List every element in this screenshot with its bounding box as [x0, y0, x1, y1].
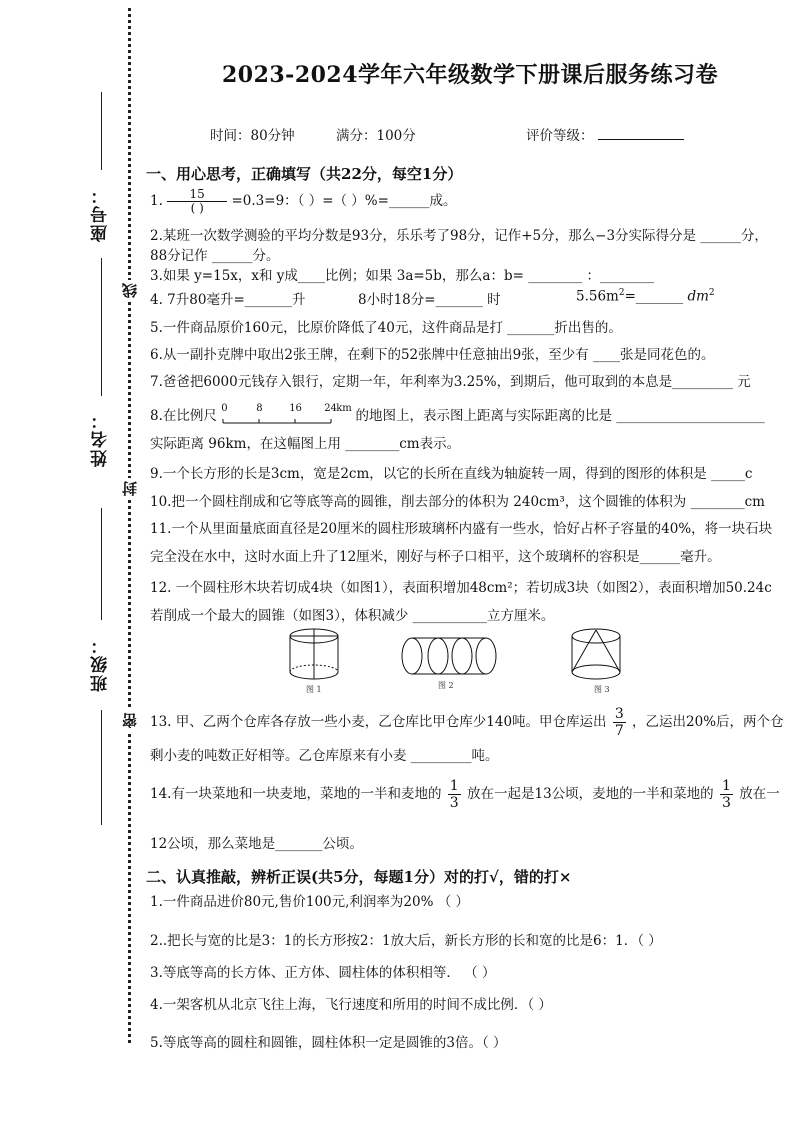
tf-question-2: 2..把长与宽的比是3：1的长方形按2：1放大后，新长方形的长和宽的比是6：1．（ ）	[150, 933, 662, 949]
grade-info	[526, 124, 684, 144]
cut-word-secret: 密	[119, 710, 140, 731]
tf-question-1: 1.一件商品进价80元,售价100元,利润率为20% （ ）	[150, 894, 469, 910]
question-9: 9.一个长方形的长是3cm，宽是2cm，以它的长所在直线为轴旋转一周，得到的图形的体积是 _____c	[150, 466, 753, 482]
figure-3-caption: 图 3	[594, 685, 610, 694]
time-info: 时间：80分钟	[210, 128, 295, 144]
question-14-line2: 12公顷，那么菜地是_______公顷。	[150, 836, 363, 852]
question-2-line1: 2.某班一次数学测验的平均分数是93分，乐乐考了98分，记作+5分，那么−3分实际得分是 ______分，	[150, 228, 768, 244]
class-answer-line[interactable]	[101, 508, 102, 620]
grade-label: 评价等级：	[526, 128, 594, 144]
question-10: 10.把一个圆柱削成和它等底等高的圆锥，削去部分的体积为 240cm³，这个圆锥的体积为 ________cm	[150, 494, 765, 510]
question-3: 3.如果 y=15x，x和 y成____比例；如果 3a=5b，那么a：b= ________ ：________	[150, 268, 654, 284]
tf-question-3: 3.等底等高的长方体、正方体、圆柱体的体积相等． （ ）	[150, 965, 496, 981]
class-label: 班级：	[91, 635, 111, 692]
question-12-line1: 12. 一个圆柱形木块若切成4块（如图1），表面积增加48cm²；若切成3块（如图2），表面积增加50.24c	[150, 580, 772, 596]
section1-heading: 一、用心思考，正确填写（共22分，每空1分）	[146, 165, 463, 183]
cut-word-line: 线	[119, 280, 140, 301]
scale-bar: 0 8 16 24 km	[221, 408, 351, 426]
exam-content	[146, 0, 794, 1123]
figure-1-caption: 图 1	[306, 685, 322, 694]
section2-heading: 二、认真推敲，辨析正误(共5分，每题1分）对的打√，错的打×	[146, 868, 572, 886]
cut-word-seal: 封	[119, 478, 140, 499]
q14-fraction-2: $\frac{1}{3}$	[721, 778, 731, 811]
question-4c: $5.56m^2=\_\_\_\_\_\_\_$ $dm^2$	[576, 288, 715, 305]
grade-blank[interactable]	[598, 125, 684, 140]
question-5: 5.一件商品原价160元，比原价降低了40元，这件商品是打 _______折出售的。	[150, 320, 622, 336]
figure-2-caption: 图 2	[438, 681, 454, 690]
figure-1-cylinder-cut	[284, 626, 344, 684]
question-6: 6.从一副扑克牌中取出2张王牌，在剩下的52张牌中任意抽出9张，至少有 ____张是同花色的。	[150, 347, 715, 363]
seat-answer-line[interactable]	[101, 92, 102, 170]
name-answer-line[interactable]	[101, 258, 102, 396]
tf-question-5: 5.等底等高的圆柱和圆锥，圆柱体积一定是圆锥的3倍。（ ）	[150, 1035, 507, 1051]
question-13: 13. 甲、乙两个仓库各存放一些小麦，乙仓库比甲仓库少140吨。甲仓库运出 $\frac{3}{7}$ ，乙运出20%后，两个仓	[150, 706, 784, 739]
question-2-line2: 88分记作 ______分。	[150, 248, 280, 264]
figure-2-cylinder-cut	[398, 634, 500, 678]
question-4b: 8小时18分=_______ 时	[358, 292, 501, 308]
question-14: 14.有一块菜地和一块麦地，菜地的一半和麦地的 $\frac{1}{3}$ 放在一起是13公顷，麦地的一半和菜地的 $\frac{1}{3}$ 放在一	[150, 778, 780, 811]
question-1: 1. $\frac{15}{( )}$ =0.3=9：（ ）=（ ）%=______成。	[150, 187, 457, 215]
question-8: 8.在比例尺 0 8 16 24 km 的地图上，表示图上距离与实际距离的比是 ______________________	[150, 402, 765, 424]
question-13-line2: 剩小麦的吨数正好相等。乙仓库原来有小麦 _________吨。	[150, 748, 499, 764]
question-7: 7.爸爸把6000元钱存入银行，定期一年，年利率为3.25%，到期后，他可取到的本息是_________ 元	[150, 374, 751, 390]
q1-fraction: $\frac{15}{( )}$	[167, 188, 227, 215]
binding-dotted-line	[128, 8, 131, 1043]
q14-fraction-1: $\frac{1}{3}$	[449, 778, 459, 811]
extra-answer-line	[101, 710, 102, 825]
full-score-info: 满分：100分	[336, 128, 416, 144]
q13-fraction: $\frac{3}{7}$	[614, 706, 624, 739]
figure-3-cone-in-cylinder	[566, 626, 626, 684]
question-12-line2: 若削成一个最大的圆锥（如图3），体积减少 ___________立方厘米。	[150, 608, 555, 624]
exam-title: 2023-2024学年六年级数学下册课后服务练习卷	[221, 62, 719, 88]
question-11-line2: 完全没在水中，这时水面上升了12厘米，刚好与杯子口相平，这个玻璃杯的容积是______毫升。	[150, 549, 721, 565]
tf-question-4: 4.一架客机从北京飞往上海，飞行速度和所用的时间不成比例．（ ）	[150, 997, 552, 1013]
question-8-line2: 实际距离 96km，在这幅图上用 ________cm表示。	[150, 436, 461, 452]
question-11-line1: 11.一个从里面量底面直径是20厘米的圆柱形玻璃杯内盛有一些水，恰好占杯子容量的40%，将一块石块	[150, 521, 773, 537]
name-label: 姓名：	[91, 410, 111, 467]
seat-label: 座号：	[91, 185, 111, 242]
binding-margin	[0, 0, 140, 1123]
question-4a: 4. 7升80毫升=_______升	[150, 292, 306, 308]
